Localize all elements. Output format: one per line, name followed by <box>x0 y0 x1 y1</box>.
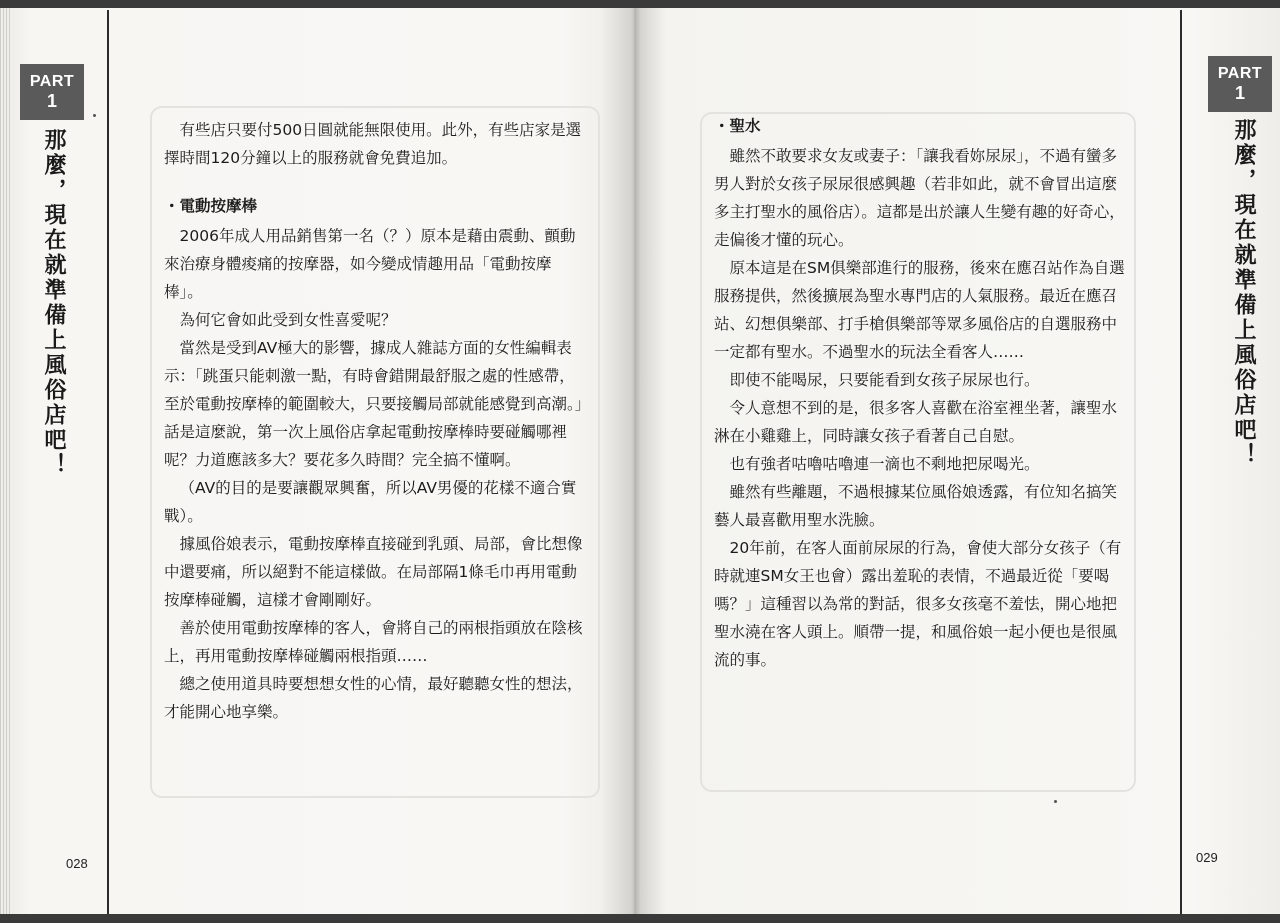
body-paragraph: （AV的目的是要讓觀眾興奮，所以AV男優的花樣不適合實戰）。 <box>164 479 577 525</box>
section-heading-golden-shower: ・聖水 <box>714 117 761 135</box>
body-paragraph: 即使不能喝尿，只要能看到女孩子尿尿也行。 <box>729 371 1040 389</box>
speck <box>93 114 96 117</box>
body-paragraph: 有些店只要付500日圓就能無限使用。此外，有些店家是選擇時間120分鐘以上的服務就會免費追加。 <box>164 121 582 167</box>
speck <box>1054 800 1057 803</box>
body-paragraph: 當然是受到AV極大的影響，據成人雜誌方面的女性編輯表示：「跳蛋只能刺激一點，有時會錯開最舒服之處的性感帶，至於電動按摩棒的範圍較大，只要接觸局部就能感覺到高潮。」話是這麼說，第一次上風俗店拿起電動按摩棒時要碰觸哪裡呢？力道應該多大？要花多久時間？完全搞不懂啊。 <box>164 339 583 469</box>
part-number: 1 <box>46 91 57 111</box>
page-number-right: 029 <box>1196 850 1218 865</box>
book-gutter <box>600 8 668 914</box>
right-page-body <box>714 112 1128 674</box>
chapter-title-vertical-left: 那麼，現在就準備上風俗店吧！ <box>41 128 66 478</box>
left-margin-rule <box>107 10 109 914</box>
body-paragraph: 原本這是在SM俱樂部進行的服務，後來在應召站作為自選服務提供，然後擴展為聖水專門店的人氣服務。最近在應召站、幻想俱樂部、打手槍俱樂部等眾多風俗店的自選服務中一定都有聖水。不過聖水的玩法全看客人…… <box>714 259 1125 361</box>
part-label: PART <box>29 73 75 90</box>
right-margin-rule <box>1180 10 1182 914</box>
part-number: 1 <box>1234 83 1245 103</box>
body-paragraph: 雖然有些離題，不過根據某位風俗娘透露，有位知名搞笑藝人最喜歡用聖水洗臉。 <box>714 483 1118 529</box>
scan-bottom-border <box>0 914 1280 923</box>
part-tab-left <box>20 64 84 120</box>
body-paragraph: 令人意想不到的是，很多客人喜歡在浴室裡坐著，讓聖水淋在小雞雞上，同時讓女孩子看著自己自慰。 <box>714 399 1118 445</box>
left-page-edges <box>0 8 12 914</box>
body-paragraph: 也有強者咕嚕咕嚕連一滴也不剩地把尿喝光。 <box>729 455 1040 473</box>
body-paragraph: 總之使用道具時要想想女性的心情，最好聽聽女性的想法，才能開心地享樂。 <box>164 675 583 721</box>
scan-top-border <box>0 0 1280 8</box>
body-paragraph: 為何它會如此受到女性喜愛呢？ <box>179 311 397 329</box>
left-page-body <box>164 116 584 726</box>
body-paragraph: 善於使用電動按摩棒的客人，會將自己的兩根指頭放在陰核上，再用電動按摩棒碰觸兩根指頭…… <box>164 619 583 665</box>
body-paragraph: 雖然不敢要求女友或妻子：「讓我看妳尿尿」，不過有蠻多男人對於女孩子尿尿很感興趣（若非如此，就不會冒出這麼多主打聖水的風俗店）。這都是出於讓人生變有趣的好奇心，走偏後才懂的玩心。 <box>714 147 1125 249</box>
chapter-title-vertical-right: 那麼，現在就準備上風俗店吧！ <box>1231 118 1256 468</box>
body-paragraph: 2006年成人用品銷售第一名（？）原本是藉由震動、顫動來治療身體痠痛的按摩器，如今變成情趣用品「電動按摩棒」。 <box>164 227 576 301</box>
body-paragraph: 20年前，在客人面前尿尿的行為，會使大部分女孩子（有時就連SM女王也會）露出羞恥的表情，不過最近從「要喝嗎？」這種習以為常的對話，很多女孩毫不羞怯，開心地把聖水澆在客人頭上。順帶一提，和風俗娘一起小便也是很風流的事。 <box>714 539 1122 669</box>
part-tab-right <box>1208 56 1272 112</box>
body-paragraph: 據風俗娘表示，電動按摩棒直接碰到乳頭、局部，會比想像中還要痛，所以絕對不能這樣做。在局部隔1條毛巾再用電動按摩棒碰觸，這樣才會剛剛好。 <box>164 535 583 609</box>
part-label: PART <box>1217 65 1263 82</box>
page-number-left: 028 <box>66 856 88 871</box>
section-heading-vibrator: ・電動按摩棒 <box>164 197 258 215</box>
